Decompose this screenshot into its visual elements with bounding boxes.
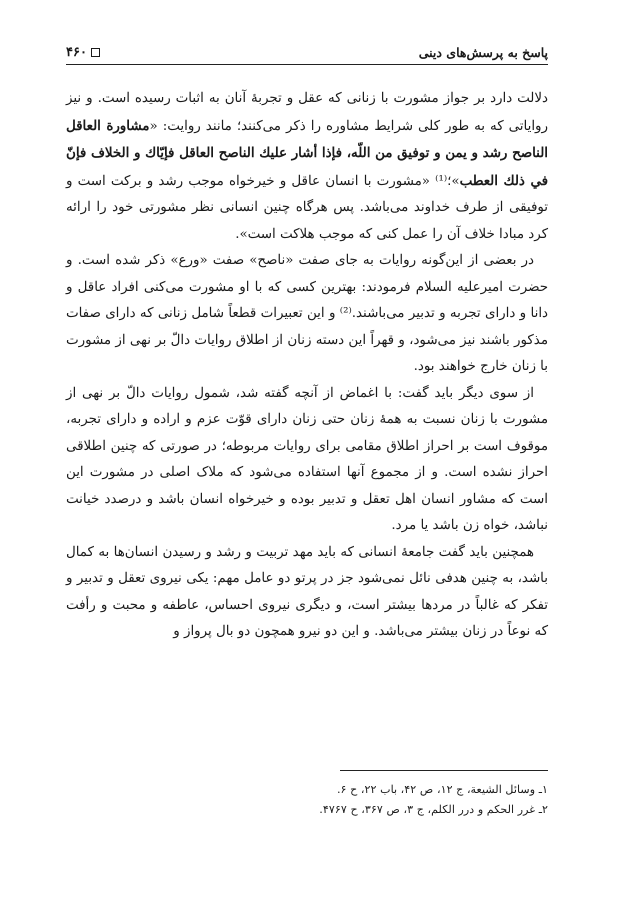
arabic-hadith-quote: مشاورة العاقل الناصح رشد و يمن و توفيق من اللّه، فإذا أشار عليك الناصح العاقل فإيّاك و الخلاف فإنّ في ذلك العطب [66, 117, 549, 189]
page-header [66, 38, 548, 65]
footnotes [66, 780, 548, 820]
footnote-1: ۱ـ وسائل الشیعة، ج ۱۲، ص ۴۲، باب ۲۲، ح ۶. [336, 783, 548, 796]
running-title: پاسخ به پرسش‌های دینی [418, 45, 548, 60]
paragraph-1 [66, 86, 548, 248]
paragraph-4: همچنین باید گفت جامعهٔ انسانی که باید مهد تربیت و رشد و رسیدن انسان‌ها به کمال باشد، به چنین هدفی نائل نمی‌شود جز در پرتو دو عامل مهم: یکی نیروی تعقل و تدبیر و تفکر که غالباً در مردها بیشتر است، و دیگری نیروی احساس، عاطفه و محبت و رأفت که نوعاً در زنان بیشتر می‌باشد. و این دو نیرو همچون دو بال پرواز و [66, 544, 548, 639]
page-number: ۴۶۰ [66, 45, 87, 60]
paragraph-3: از سوی دیگر باید گفت: با اغماض از آنچه گفته شد، شمول روایات دالّ بر نهی از مشورت با زنان نسبت به همهٔ زنان حتی زنان دارای قوّت عزم و اراده و دارای تجربه، موقوف است بر احراز اطلاق مقامی برای روایات مربوطه؛ در صورتی که چنین اطلاقی احراز نشده است. و از مجموع آنها استفاده می‌شود که ملاک اصلی در مشورت این است که مشاور انسان اهل تعقل و تدبیر بوده و خیرخواه انسان باشد و درصدد خیانت نباشد، خواه زن باشد یا مرد. [66, 385, 548, 533]
paragraph-1-translation: »؛⁽¹⁾ «مشورت با انسان عاقل و خیرخواه موجب رشد و برکت است و توفیقی از طرف خداوند می‌باشد. پس هرگاه چنین انسانی نظر مشورتی خود را ارائه کرد مبادا خلاف آن را عمل کنی که موجب هلاکت است». [66, 173, 548, 242]
paragraph-2: در بعضی از این‌گونه روایات به جای صفت «ناصح» صفت «ورع» ذکر شده است. و حضرت امیرعلیه السلام فرمودند: بهترین کسی که با او مشورت می‌کنی افراد عاقل و دانا و دارای تجربه و تدبیر می‌باشند.⁽²⁾ و این تعبیرات قطعاً شامل زنانی که دارای صفات مذکور باشند نیز می‌شود، و قهراً این دسته زنان از اطلاق روایات دالّ بر نهی از مشورت با زنان خارج خواهند بود. [66, 253, 548, 374]
page-number-group [66, 45, 100, 60]
footnote-2: ۲ـ غرر الحکم و درر الکلم، ج ۳، ص ۳۶۷، ح ۴۷۶۷. [319, 803, 548, 816]
paragraph-1-intro: دلالت دارد بر جواز مشورت با زنانی که عقل و تجربهٔ آنان به اثبات رسیده است. و نیز روایاتی که به طور کلی شرایط مشاوره را ذکر می‌کنند؛ مانند روایت: « [66, 91, 548, 134]
body-text [66, 86, 548, 646]
footnote-divider [340, 770, 548, 771]
square-icon [91, 48, 100, 57]
